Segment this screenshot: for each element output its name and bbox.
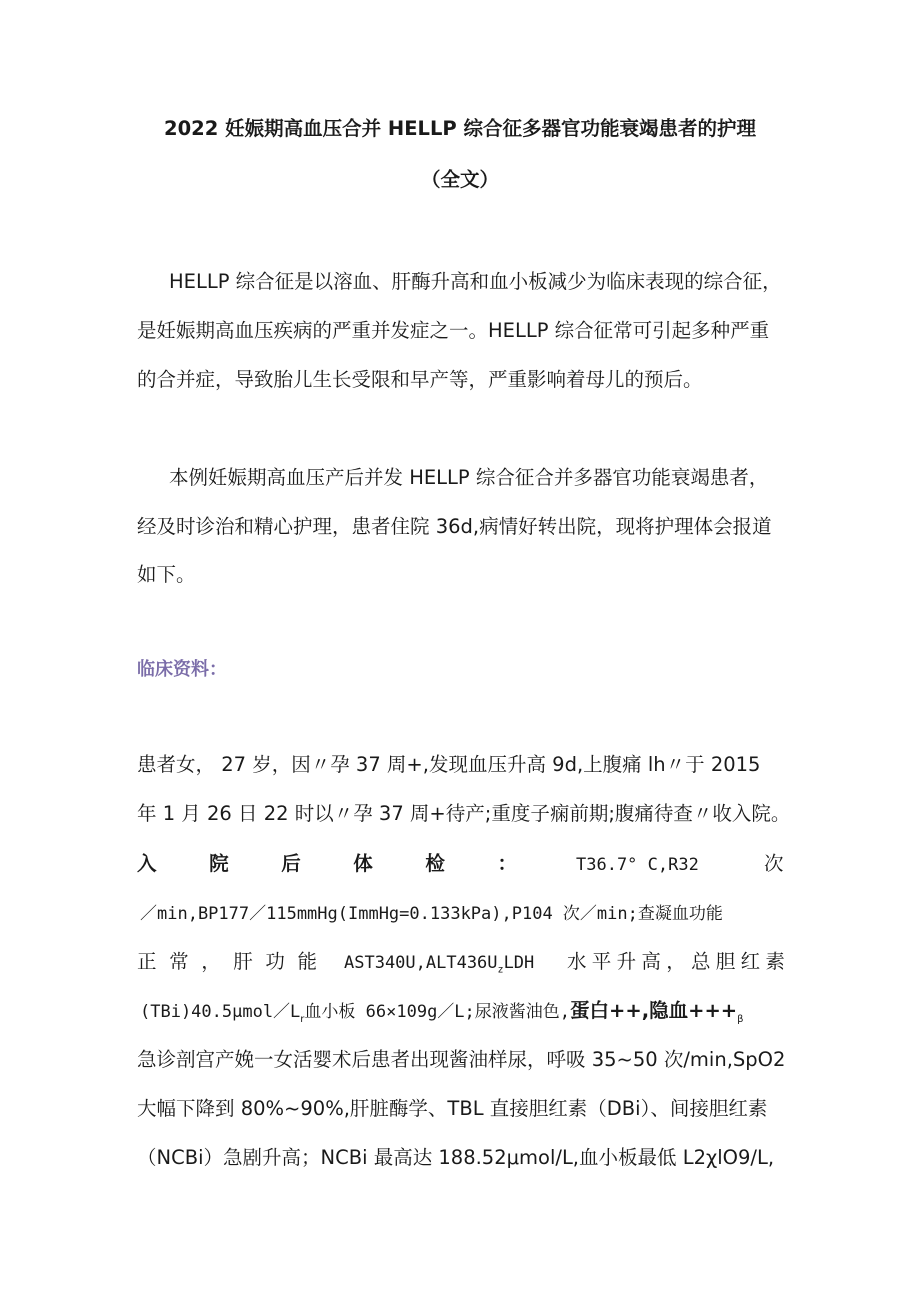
- spread-char: 入: [137, 852, 157, 875]
- section-heading-clinical: 临床资料：: [137, 659, 227, 680]
- spread-char: 体: [353, 852, 373, 875]
- spread-group: [137, 949, 317, 975]
- spread-char: 升: [616, 950, 637, 973]
- case-paragraph-line: 经及时诊治和精心护理，患者住院 36d,病情好转出院，现将护理体会报道: [137, 515, 772, 538]
- spread-char: ，: [201, 950, 221, 973]
- spread-char: 水: [567, 950, 587, 973]
- clinical-line: （NCBi）急剧升高；NCBi 最高达 188.52μmol/L,血小板最低 L2χlO9/L,: [137, 1146, 775, 1169]
- clinical-line: 急诊剖宫产娩一女活婴术后患者出现酱油样尿，呼吸 35~50 次/min,SpO2: [137, 1048, 786, 1071]
- spread-char: 胆: [715, 950, 736, 973]
- subscript-mark: r: [300, 1013, 305, 1025]
- case-paragraph-line: 本例妊娠期高血压产后并发 HELLP 综合征合并多器官功能衰竭患者，: [169, 466, 769, 489]
- spread-char: 素: [765, 950, 785, 973]
- clinical-line-bilirubin: [140, 998, 744, 1033]
- spread-char: 院: [209, 852, 229, 875]
- platelet-urine: 血小板 66×109g／L;尿液酱油色,: [304, 1002, 571, 1022]
- clinical-line-exam-heading: [137, 851, 517, 877]
- intro-paragraph-line: 的合并症，导致胎儿生长受限和早产等，严重影响着母儿的预后。: [137, 368, 703, 391]
- subscript-mark: β: [737, 1013, 744, 1025]
- ldh-label: LDH: [503, 953, 535, 973]
- liver-values: [344, 950, 534, 983]
- spread-char: 高: [641, 950, 661, 973]
- clinical-line: 年 1 月 26 日 22 时以〃孕 37 周+待产;重度子痫前期;腹痛待查〃收入院。: [137, 802, 791, 825]
- spread-char: ，: [666, 950, 686, 973]
- spread-char: 平: [591, 950, 612, 973]
- case-paragraph-line: 如下。: [137, 563, 196, 586]
- urine-protein-blood: 蛋白++,隐血+++: [570, 999, 738, 1022]
- clinical-line: ／min,BP177／115mmHg(ImmHg=0.133kPa),P104 次／min;查凝血功能: [140, 904, 723, 924]
- spread-char: 能: [297, 950, 317, 973]
- spread-char: 正: [137, 950, 157, 973]
- document-subtitle: （全文）: [420, 168, 499, 191]
- clinical-line: 大幅下降到 80%~90%,肝脏酶学、TBL 直接胆红素（DBi）、间接胆红素: [137, 1097, 768, 1120]
- spread-group: [567, 949, 785, 975]
- spread-char: 红: [740, 950, 761, 973]
- clinical-line-liver: [137, 949, 785, 975]
- clinical-vitals-unit: 次: [764, 852, 784, 875]
- bilirubin-value: (TBi)40.5μmol／L: [140, 1002, 301, 1022]
- spread-char: 功: [265, 950, 285, 973]
- intro-paragraph-line: 是妊娠期高血压疾病的严重并发症之一。HELLP 综合征常可引起多种严重: [137, 319, 770, 342]
- spread-char: 常: [169, 950, 189, 973]
- spread-char: 肝: [233, 950, 253, 973]
- clinical-line: 患者女， 27 岁，因〃孕 37 周+,发现血压升高 9d,上腹痛 lh〃于 2015: [137, 753, 761, 776]
- spread-char: 检: [425, 852, 445, 875]
- document-title: 2022 妊娠期高血压合并 HELLP 综合征多器官功能衰竭患者的护理: [164, 117, 756, 140]
- intro-paragraph-line: HELLP 综合征是以溶血、肝酶升高和血小板减少为临床表现的综合征，: [169, 270, 782, 293]
- liver-enzymes: AST340U,ALT436U: [344, 953, 498, 973]
- clinical-vitals-temperature: T36.7° C,R32: [576, 855, 699, 875]
- spread-char: ：: [497, 852, 517, 875]
- subscript-mark: z: [497, 964, 504, 976]
- spread-char: 总: [690, 950, 711, 973]
- spread-char: 后: [281, 852, 301, 875]
